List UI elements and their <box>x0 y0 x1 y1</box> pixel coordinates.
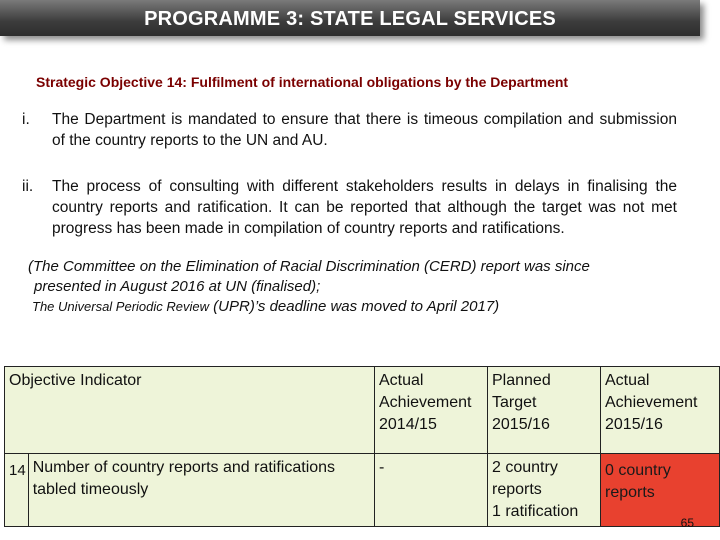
cell-line: 2 country <box>492 459 558 476</box>
indicator-table <box>4 366 720 527</box>
point-text: The process of consulting with different stakeholders results in delays in finalising the country reports and ratification. It can be reported that although the target was not met progress has been made in compilation of country reports and ratifications. <box>52 178 677 237</box>
header-planned-target <box>488 367 601 454</box>
point-number: i. <box>22 111 30 128</box>
header-label: Planned <box>492 372 551 389</box>
header-actual-2015 <box>601 367 720 454</box>
header-label: 2014/15 <box>379 416 437 433</box>
cell-line: reports <box>605 484 655 501</box>
header-label: Target <box>492 394 537 411</box>
cell-line: reports <box>492 481 542 498</box>
planned-target-value <box>488 454 601 527</box>
cell-line: 0 country <box>605 462 671 479</box>
indicator-description: Number of country reports and ratifications tabled timeously <box>28 454 374 527</box>
header-label: Achievement <box>605 394 698 411</box>
point-number: ii. <box>22 178 34 195</box>
committee-note <box>28 257 688 317</box>
note-upr-label: The Universal Periodic Review <box>32 299 210 314</box>
note-upr-deadline: (UPR)’s deadline was moved to April 2017) <box>209 298 500 315</box>
header-actual-2014 <box>375 367 488 454</box>
note-line: presented in August 2016 at UN (finalised); <box>34 278 321 295</box>
indicator-number: 14 <box>5 454 29 527</box>
title-banner <box>0 0 720 38</box>
page-number: 65 <box>680 516 694 530</box>
actual-2014-value: - <box>375 454 488 527</box>
header-label: Objective Indicator <box>9 372 142 389</box>
point-text: The Department is mandated to ensure that there is timeous compilation and submission of the country reports to the UN and AU. <box>52 111 677 149</box>
page-title: PROGRAMME 3: STATE LEGAL SERVICES <box>144 8 556 30</box>
note-line <box>28 297 688 317</box>
header-label: 2015/16 <box>492 416 550 433</box>
header-label: 2015/16 <box>605 416 663 433</box>
strategic-objective-heading: Strategic Objective 14: Fulfilment of international obligations by the Department <box>36 74 569 90</box>
cell-line: 1 ratification <box>492 503 579 520</box>
table-header-row <box>5 367 720 454</box>
note-line: (The Committee on the Elimination of Racial Discrimination (CERD) report was since <box>28 258 590 275</box>
actual-2015-value <box>601 454 720 527</box>
header-label: Achievement <box>379 394 472 411</box>
header-label: Actual <box>605 372 650 389</box>
header-objective-indicator <box>5 367 375 454</box>
header-label: Actual <box>379 372 424 389</box>
table-row <box>5 454 720 527</box>
